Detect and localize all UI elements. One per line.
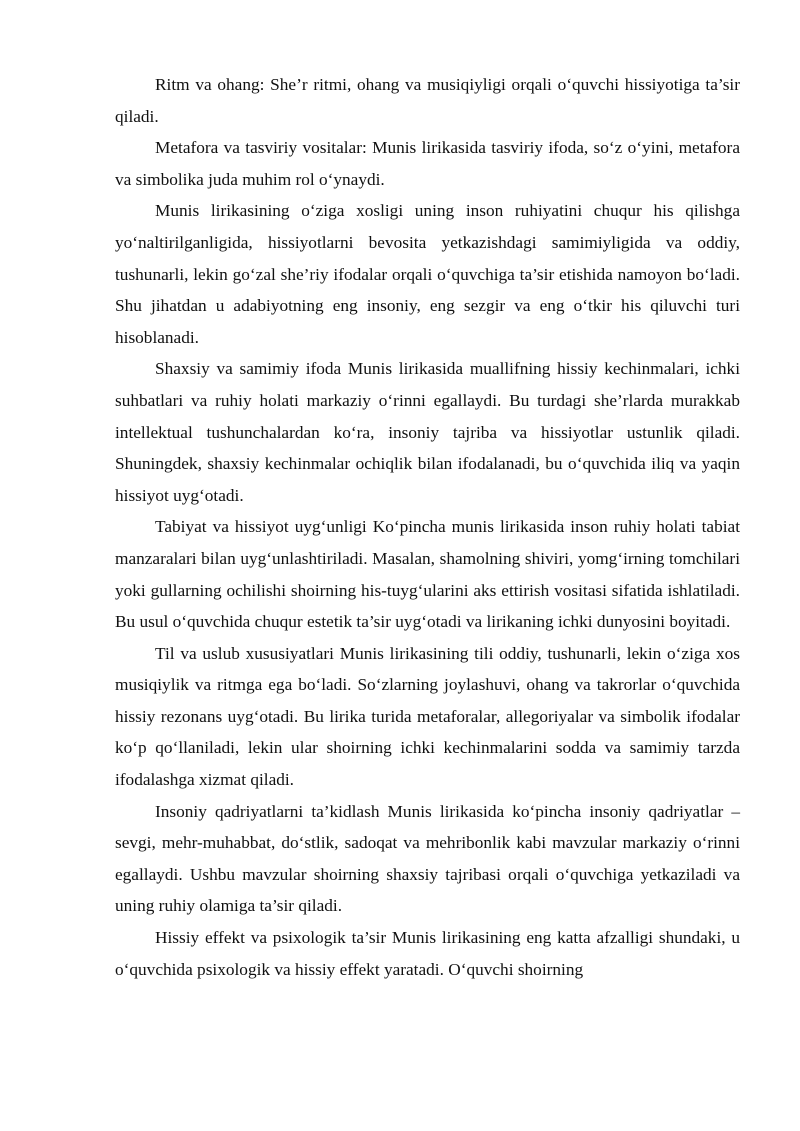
paragraph-personal-expression: Shaxsiy va samimiy ifoda Munis lirikasida muallifning hissiy kechinmalari, ichki suhbatlari va ruhiy holati markaziy o‘rinni egallaydi. Bu turdagi she’rlarda murakkab intellektual tushunchalardan ko‘ra, insoniy tajriba va hissiyotlar ustunlik qiladi. Shuningdek, shaxsiy kechinmalar ochiqlik bilan ifodalanadi, bu o‘quvchida iliq va yaqin hissiyot uyg‘otadi.	[115, 359, 740, 505]
paragraph-emotional-effect: Hissiy effekt va psixologik ta’sir Munis lirikasining eng katta afzalligi shundaki, u o‘quvchida psixologik va hissiy effekt yaratadi. O‘quvchi shoirning	[115, 928, 740, 979]
paragraph-language-style: Til va uslub xususiyatlari Munis lirikasining tili oddiy, tushunarli, lekin o‘ziga xos musiqiylik va ritmga ega bo‘ladi. So‘zlarning joylashuvi, ohang va takrorlar o‘quvchida hissiy rezonans uyg‘otadi. Bu lirika turida metaforalar, allegoriyalar va simbolik ifodalar ko‘p qo‘llaniladi, lekin ular shoirning ichki kechinmalarini sodda va samimiy tarzda ifodalashga xizmat qiladi.	[115, 643, 740, 790]
paragraph-human-values: Insoniy qadriyatlarni ta’kidlash Munis lirikasida ko‘pincha insoniy qadriyatlar – sevgi, mehr-muhabbat, do‘stlik, sadoqat va mehribonlik kabi mavzular markaziy o‘rinni egallaydi. Ushbu mavzular shoirning shaxsiy tajribasi orqali o‘quvchiga yetkaziladi va uning ruhiy olamiga ta’sir qiladi.	[115, 801, 740, 916]
document-page	[115, 69, 740, 985]
paragraph-nature-harmony: Tabiyat va hissiyot uyg‘unligi Ko‘pincha munis lirikasida inson ruhiy holati tabiat manzaralari bilan uyg‘unlashtiriladi. Masalan, shamolning shiviri, yomg‘irning tomchilari yoki gullarning ochilishi shoirning his-tuyg‘ularini aks ettirish vositasi sifatida ishlatiladi. Bu usul o‘quvchida chuqur estetik ta’sir uyg‘otadi va lirikaning ichki dunyosini boyitadi.	[115, 517, 740, 632]
paragraph-metaphor: Metafora va tasviriy vositalar: Munis lirikasida tasviriy ifoda, so‘z o‘yini, metafora va simbolika juda muhim rol o‘ynaydi.	[115, 138, 740, 189]
paragraph-uniqueness: Munis lirikasining o‘ziga xosligi uning inson ruhiyatini chuqur his qilishga yo‘naltirilganligida, hissiyotlarni bevosita yetkazishdagi samimiyligida va oddiy, tushunarli, lekin go‘zal she’riy ifodalar orqali o‘quvchiga ta’sir etishida namoyon bo‘ladi. Shu jihatdan u adabiyotning eng insoniy, eng sezgir va eng o‘tkir his qiluvchi turi hisoblanadi.	[115, 201, 740, 347]
paragraph-rhythm: Ritm va ohang: She’r ritmi, ohang va musiqiyligi orqali o‘quvchi hissiyotiga ta’sir qiladi.	[115, 75, 740, 126]
